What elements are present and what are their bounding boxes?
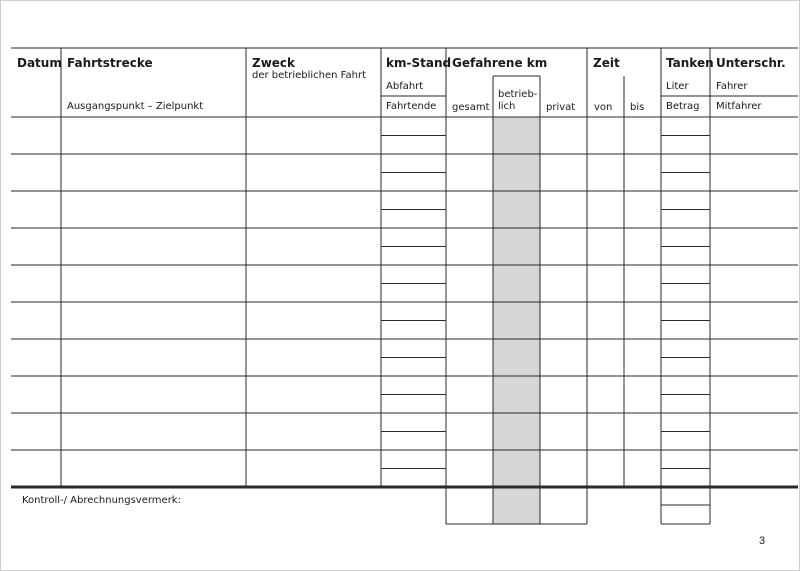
- header-fahrtstrecke-sub: Ausgangspunkt – Zielpunkt: [67, 101, 204, 112]
- header-privat: privat: [546, 102, 576, 113]
- header-abfahrt: Abfahrt: [386, 81, 424, 92]
- header-liter: Liter: [666, 81, 689, 92]
- header-von: von: [594, 102, 613, 113]
- betrieblich-shade: [493, 117, 540, 524]
- header-betrag: Betrag: [666, 101, 700, 112]
- header-fahrer: Fahrer: [716, 81, 748, 92]
- header-gesamt: gesamt: [452, 102, 490, 113]
- header-bis: bis: [630, 102, 645, 113]
- header-zeit: Zeit: [593, 56, 620, 70]
- header-mitfahrer: Mitfahrer: [716, 101, 762, 112]
- footer-vermerk: Kontroll-/ Abrechnungsvermerk:: [22, 495, 181, 506]
- header-datum: Datum: [17, 56, 62, 70]
- header-fahrtende: Fahrtende: [386, 101, 437, 112]
- header-zweck-sub: der betrieblichen Fahrt: [252, 70, 366, 81]
- header-betrieblich-1: betrieb-: [498, 89, 538, 100]
- header-unterschrift: Unterschr.: [716, 56, 786, 70]
- header-zweck: Zweck: [252, 56, 296, 70]
- header-gefahrene-km: Gefahrene km: [452, 56, 548, 70]
- page-number: 3: [759, 535, 766, 547]
- header-tanken: Tanken: [666, 56, 714, 70]
- header-fahrtstrecke: Fahrtstrecke: [67, 56, 153, 70]
- header-kmstand: km-Stand: [386, 56, 452, 70]
- header-betrieblich-2: lich: [498, 101, 516, 112]
